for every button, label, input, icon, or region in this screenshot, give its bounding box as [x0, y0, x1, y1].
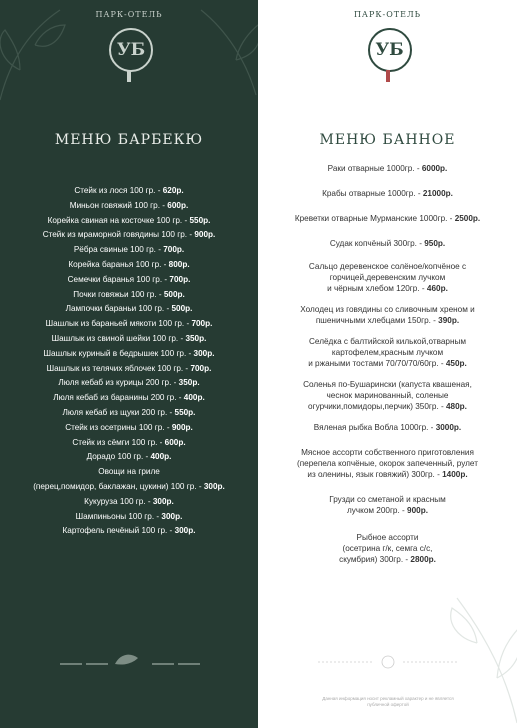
menu-item-name: Картофель печёный 100 гр. - [62, 526, 175, 536]
menu-item [0, 362, 258, 377]
menu-item [278, 494, 497, 516]
menu-item [0, 214, 258, 229]
menu-item-name: Семечки баранья 100 гр. - [67, 274, 170, 284]
menu-item-price: 21000р. [422, 189, 453, 198]
menu-item [0, 243, 258, 258]
bath-menu-title: МЕНЮ БАННОЕ [319, 132, 456, 148]
menu-item-line: картофелем,красным лучком [331, 348, 444, 357]
menu-item-price: 600р. [164, 437, 186, 447]
menu-item-name: Шашлык из свиной шейки 100 гр. - [51, 333, 186, 343]
menu-item-name: Стейк из мраморной говядины 100 гр. - [42, 230, 195, 240]
menu-item-price: 700р. [191, 319, 213, 329]
menu-item-line: чеснок маринованный, соленые [326, 391, 449, 400]
menu-item-line: пшеничными хлебцами 150гр. - [315, 316, 439, 325]
menu-item-price: 600р. [167, 200, 189, 210]
logo-text: ПАРК-ОТЕЛЬ [353, 10, 422, 19]
menu-item-price: 900р. [171, 422, 193, 432]
menu-item-name: Дорадо 100 гр. - [86, 452, 151, 462]
menu-item-price: 400р. [183, 393, 205, 403]
logo-stem [127, 70, 131, 82]
menu-item-price: 350р. [185, 333, 207, 343]
menu-item-price: 620р. [162, 186, 184, 195]
menu-item-price: 3000р. [435, 423, 462, 432]
menu-item-line: скумбрия) 300гр. - [339, 555, 411, 564]
menu-item-price: 480р. [446, 402, 467, 411]
menu-item-name: Шашлык из бараньей мякоти 100 гр. - [45, 319, 192, 329]
menu-item [0, 495, 258, 510]
menu-item [278, 163, 497, 174]
menu-item-name: Люля кебаб из курицы 200 гр. - [58, 378, 179, 388]
menu-item [0, 288, 258, 303]
menu-item-name: Кукуруза 100 гр. - [84, 496, 153, 506]
menu-item [0, 376, 258, 391]
menu-item [278, 532, 497, 565]
menu-item-name: Шашлык куриный в бедрышек 100 гр. - [43, 348, 194, 358]
menu-item-price: 550р. [189, 215, 211, 225]
menu-item-price: 900р. [194, 230, 216, 240]
menu-item-price: 500р. [171, 304, 193, 314]
menu-item-line: Крабы отварные 1000гр. - [322, 189, 423, 198]
menu-item-name: Рёбра свиные 100 гр. - [73, 245, 164, 255]
menu-item-name: Стейк из лося 100 гр. - [74, 186, 163, 195]
menu-item-name: Почки говяжьи 100 гр. - [73, 289, 164, 299]
logo-text: ПАРК-ОТЕЛЬ [95, 10, 163, 19]
menu-item [0, 421, 258, 436]
menu-item-name: Шашлык из телячих яблочек 100 гр. - [46, 363, 191, 373]
menu-item-price: 2500р. [454, 214, 481, 223]
menu-item-price: 300р. [203, 481, 225, 491]
menu-item [0, 184, 258, 199]
menu-item-name: Корейка свиная на косточке 100 гр. - [47, 215, 190, 225]
menu-item-line: Холодец из говядины со сливочным хреном и [300, 305, 475, 314]
menu-item-price: 300р. [174, 526, 196, 536]
menu-item-line: лучком 200гр. - [347, 506, 408, 515]
menu-item-name: Шампиньоны 100 гр. - [75, 511, 162, 521]
menu-item-line: Судак копчёный 300гр. - [329, 239, 425, 248]
barbecue-menu-panel [0, 0, 258, 728]
menu-item [278, 447, 497, 480]
menu-item [0, 228, 258, 243]
menu-item-line: Сальцо деревенское солёное/копчёное с [308, 262, 467, 271]
menu-item-name: Овощи на гриле [98, 467, 160, 477]
barbecue-menu-title: МЕНЮ БАРБЕКЮ [54, 132, 204, 148]
bath-menu-panel [258, 0, 517, 728]
menu-item-line: огурчики,помидоры,перчик) 350гр. - [308, 402, 446, 411]
menu-item-line: Селёдка с балтийской килькой,отварным [309, 337, 466, 346]
menu-item [0, 317, 258, 332]
menu-item-line: (осетрина г/к, семга с/с, [342, 544, 433, 553]
menu-item [0, 258, 258, 273]
menu-item-line: Вяленая рыбка Вобла 1000гр. - [313, 423, 436, 432]
bath-menu-list [278, 163, 497, 565]
menu-item [278, 379, 497, 412]
menu-item-line: Соленья по-Бушарински (капуста квашеная, [303, 380, 472, 389]
menu-item-price: 700р. [163, 245, 185, 255]
menu-item-name: Лампочки бараньи 100 гр. - [65, 304, 172, 314]
leaf-ornament-icon [0, 0, 70, 110]
menu-item-price: 390р. [438, 316, 460, 325]
menu-item [0, 302, 258, 317]
menu-item-line: из оленины, язык говяжий) 300гр. - [307, 470, 443, 479]
menu-item [278, 304, 497, 326]
logo-stem [386, 70, 390, 82]
menu-item-price: 300р. [193, 348, 215, 358]
menu-item-price: 1400р. [442, 470, 468, 479]
divider-ornament [60, 652, 200, 668]
menu-item [0, 480, 258, 495]
menu-item-price: 500р. [163, 289, 185, 299]
menu-item-price: 900р. [407, 506, 428, 515]
menu-item-price: 2800р. [410, 555, 436, 564]
menu-item-name: Стейк из осетрины 100 гр. - [65, 422, 172, 432]
menu-item [278, 422, 497, 433]
barbecue-menu-list [0, 184, 258, 539]
menu-item-name: Миньон говяжий 100 гр. - [69, 200, 168, 210]
menu-item [278, 188, 497, 199]
menu-item-line: (перепела копчёные, окорок запеченный, рулет [297, 459, 478, 468]
menu-item-price: 700р. [190, 363, 212, 373]
menu-item-line: и ржаными тостами 70/70/70/60гр. - [308, 359, 446, 368]
menu-item [0, 347, 258, 362]
menu-item-name: Стейк из сёмги 100 гр. - [72, 437, 165, 447]
menu-item-name: Люля кебаб из щуки 200 гр. - [62, 407, 175, 417]
menu-item [0, 332, 258, 347]
menu-item [278, 213, 497, 224]
menu-item [0, 391, 258, 406]
menu-item-price: 300р. [152, 496, 174, 506]
menu-item-price: 300р. [161, 511, 183, 521]
menu-item-price: 6000р. [421, 164, 448, 173]
menu-item [0, 406, 258, 421]
menu-item-price: 350р. [178, 378, 200, 388]
menu-item [0, 465, 258, 480]
menu-item-line: Креветки отварные Мурманские 1000гр. - [294, 214, 455, 223]
menu-item-price: 700р. [169, 274, 191, 284]
hotel-logo [89, 10, 169, 90]
menu-item-line: и чёрным хлебом 120гр. - [327, 284, 427, 293]
disclaimer-text: Данная информация носит рекламный характер и не является публичной офертой [322, 696, 454, 707]
menu-item [0, 199, 258, 214]
menu-item [0, 510, 258, 525]
menu-item [0, 524, 258, 539]
menu-item [278, 261, 497, 294]
menu-item [0, 273, 258, 288]
menu-item-price: 800р. [168, 259, 190, 269]
menu-item-name: (перец,помидор, баклажан, цукини) 100 гр. - [33, 481, 204, 491]
logo-monogram: УБ [109, 28, 153, 72]
menu-item-line: горчицей,деревенским лучком [329, 273, 446, 282]
menu-item-price: 950р. [424, 239, 446, 248]
menu-item-price: 450р. [445, 359, 467, 368]
divider-ornament [318, 654, 458, 670]
leaf-ornament-icon [196, 0, 258, 100]
menu-item-line: Мясное ассорти собственного приготовления [301, 448, 474, 457]
menu-item-line: Рыбное ассорти [356, 533, 419, 542]
menu-item-name: Люля кебаб из баранины 200 гр. - [53, 393, 184, 403]
menu-item [0, 436, 258, 451]
menu-item-name: Корейка баранья 100 гр. - [68, 259, 169, 269]
logo-monogram: УБ [368, 28, 412, 72]
menu-item [0, 450, 258, 465]
menu-item-price: 400р. [150, 452, 172, 462]
menu-item [278, 336, 497, 369]
menu-item-price: 550р. [174, 407, 196, 417]
hotel-logo [348, 10, 428, 90]
menu-item-line: Раки отварные 1000гр. - [327, 164, 422, 173]
menu-item-price: 460р. [426, 284, 448, 293]
menu-item-line: Грузди со сметаной и красным [329, 495, 446, 504]
menu-item [278, 238, 497, 249]
